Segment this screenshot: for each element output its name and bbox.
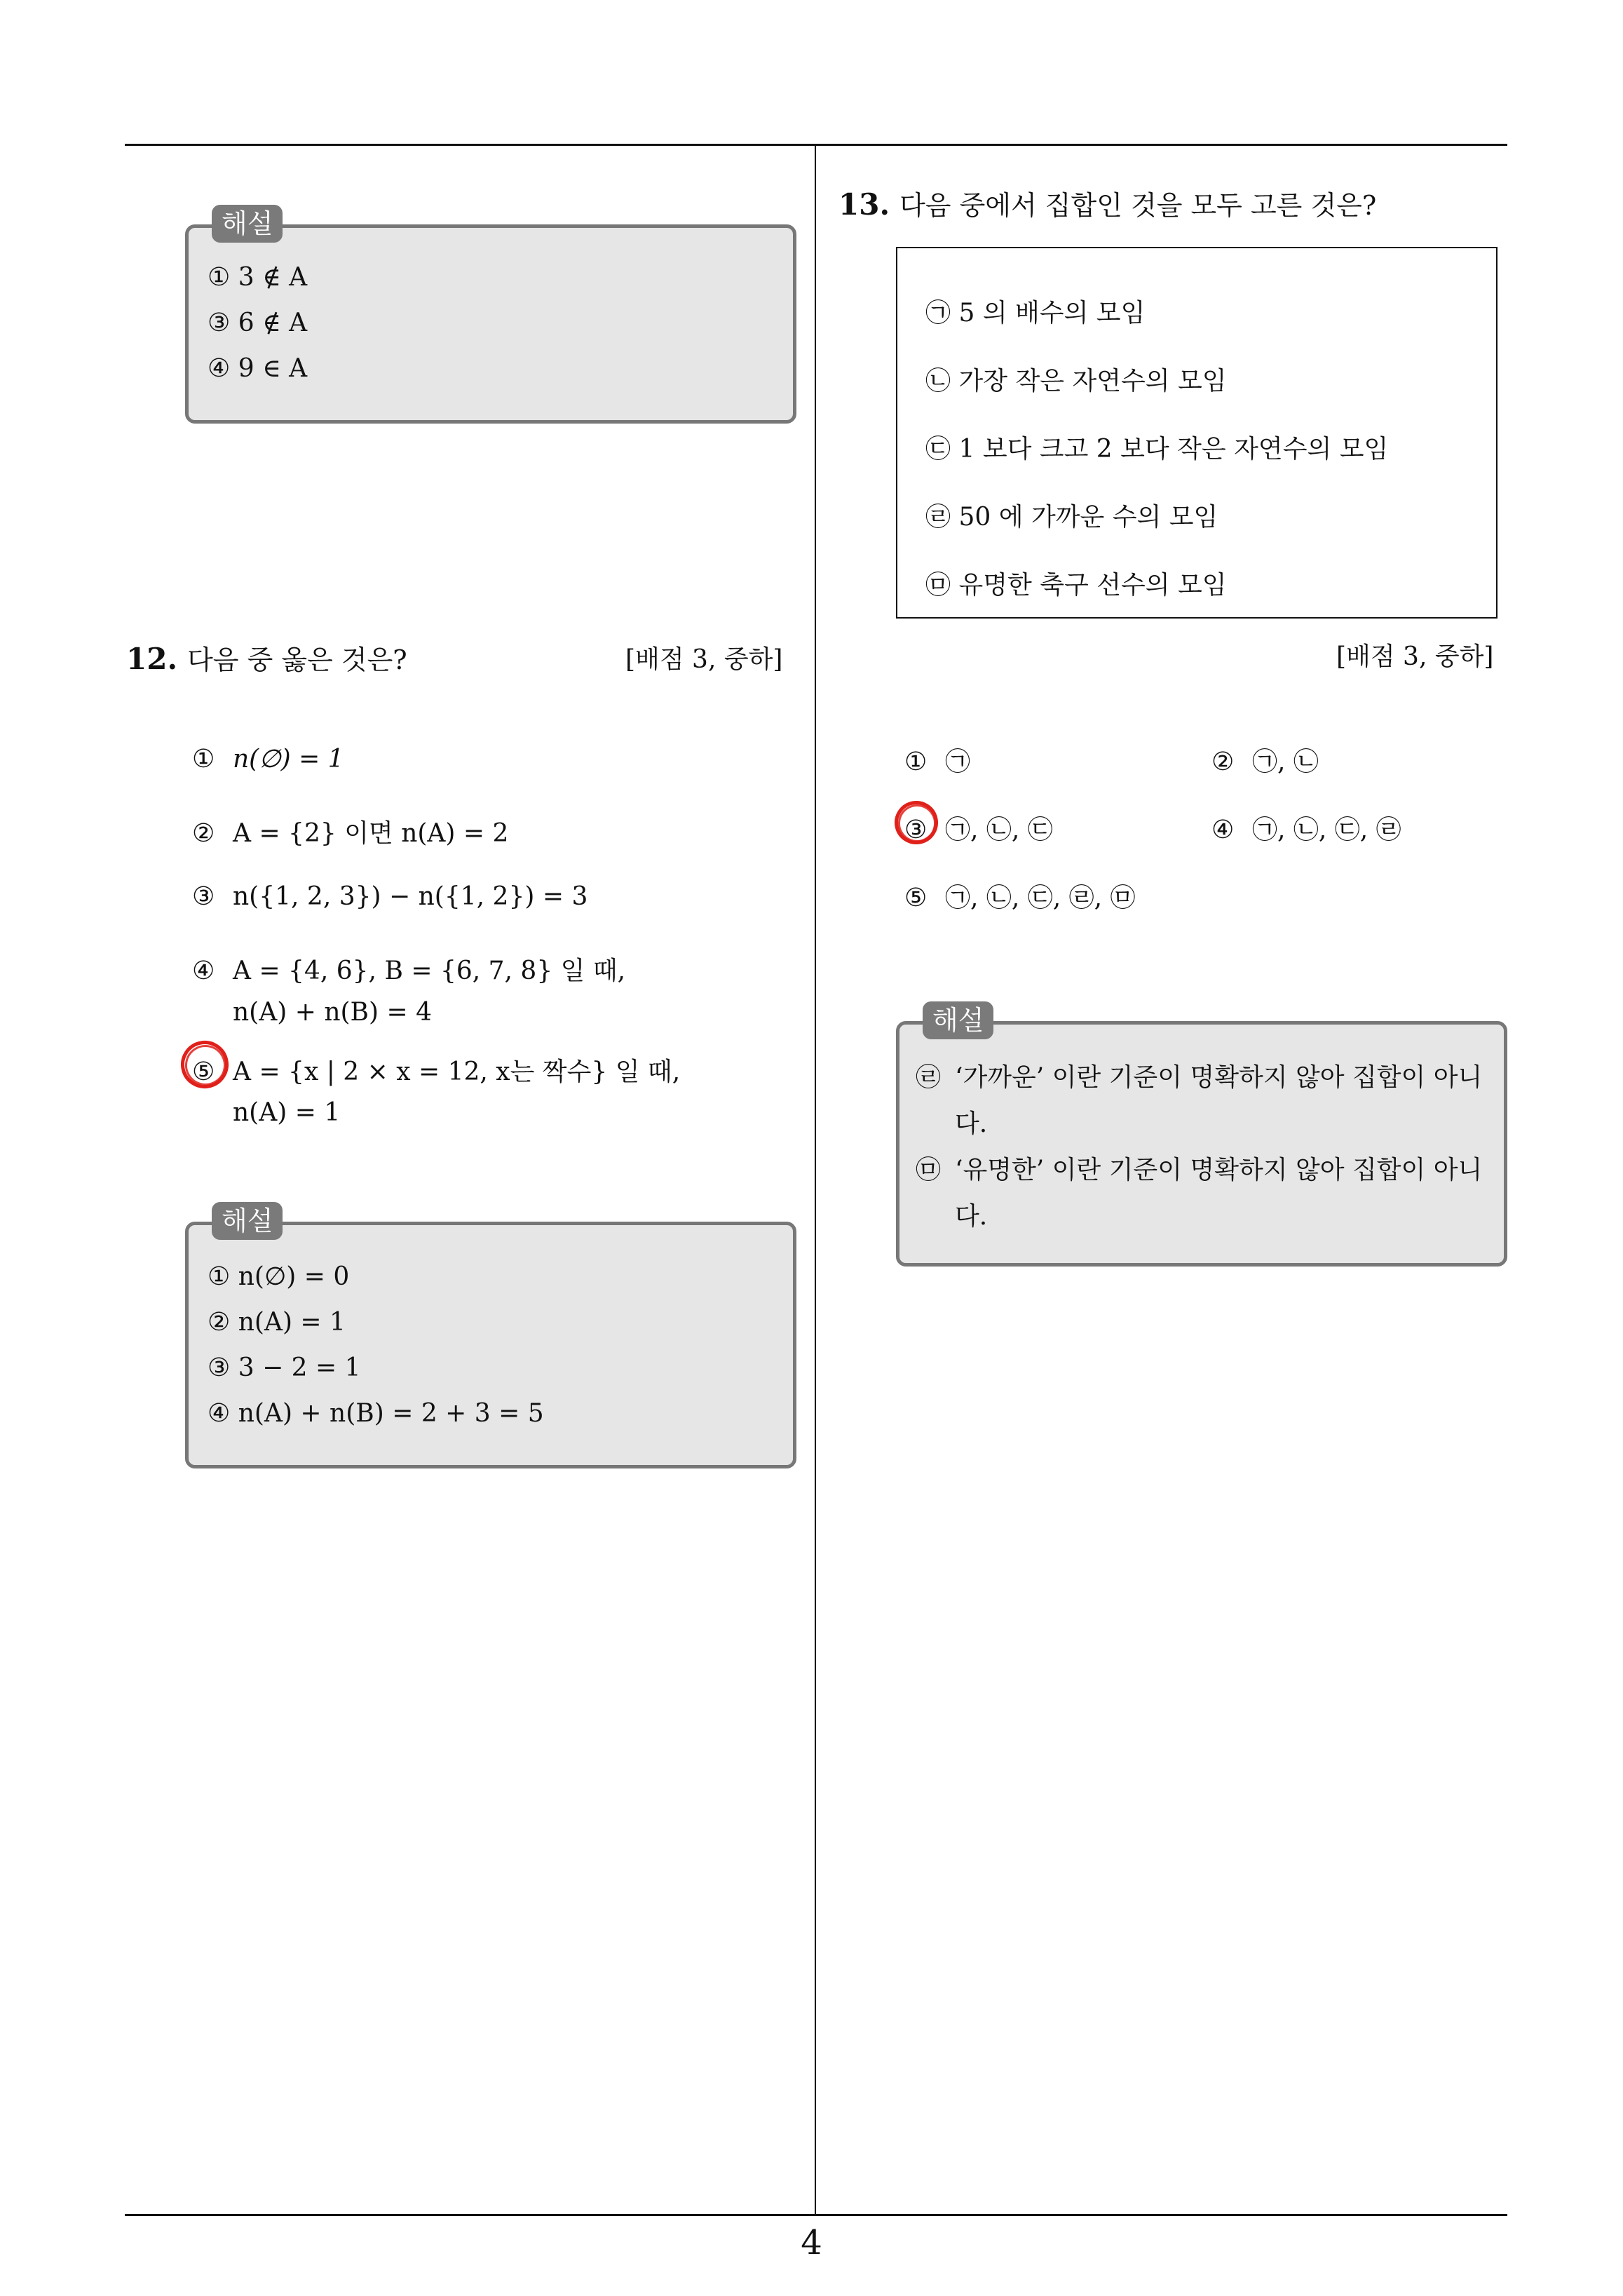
choice-number: ④ (1211, 816, 1235, 844)
condition-label: ㉣ (925, 503, 951, 532)
solution-text: ‘유명한’ 이란 기준이 명확하지 않아 집합이 아니다. (955, 1156, 1483, 1231)
q12-choice-2[interactable] (192, 813, 508, 849)
choice-number: ② (1211, 748, 1235, 776)
solution-prefix: ㉤ (916, 1156, 942, 1184)
column-divider (815, 144, 816, 2214)
condition-label: ㉤ (925, 571, 951, 600)
choice-number: ③ (192, 882, 215, 911)
q13-title (838, 184, 1376, 222)
q13-condition (925, 293, 1145, 329)
q12-solution-box (185, 1222, 796, 1468)
q12-choice-5[interactable] (192, 1052, 680, 1088)
choice-number: ② (192, 819, 215, 848)
q12-choice-4[interactable] (192, 951, 625, 987)
q13-condition (925, 497, 1218, 533)
choice-text: ㉠, ㉡, ㉢, ㉣ (1252, 816, 1401, 844)
condition-label: ㉢ (925, 435, 951, 464)
q11-solution-line: ④ 9 ∈ A (208, 354, 308, 383)
condition-text: 1 보다 크고 2 보다 작은 자연수의 모임 (958, 435, 1389, 464)
q11-solution-line: ① 3 ∉ A (208, 263, 308, 292)
q13-choice-4[interactable] (1211, 810, 1401, 846)
q13-choice-5[interactable] (904, 878, 1136, 914)
choice-text: n({1, 2, 3}) − n({1, 2}) = 3 (233, 882, 588, 911)
q12-choice-1[interactable] (192, 745, 344, 774)
condition-text: 유명한 축구 선수의 모임 (958, 571, 1227, 600)
q12-choice-3[interactable] (192, 882, 588, 911)
condition-label: ㉡ (925, 367, 951, 396)
condition-text: 50 에 가까운 수의 모임 (958, 503, 1218, 532)
choice-number: ① (192, 745, 215, 774)
q12-solution-line: ④ n(A) + n(B) = 2 + 3 = 5 (208, 1399, 544, 1428)
q13-condition (925, 429, 1388, 465)
choice-text: ㉠ (945, 748, 971, 776)
q12-solution-line: ② n(A) = 1 (208, 1308, 346, 1337)
q13-number: 13. (838, 187, 890, 222)
q12-choice-5-continuation: n(A) = 1 (233, 1098, 341, 1127)
q12-points: [배점 3, 중하] (625, 645, 783, 674)
q12-title (126, 638, 407, 677)
solution-text: ‘가까운’ 이란 기준이 명확하지 않아 집합이 아니다. (955, 1063, 1483, 1138)
choice-text: A = {4, 6}, B = {6, 7, 8} 일 때, (233, 957, 626, 985)
q11-solution-tag: 해설 (212, 205, 283, 243)
choice-number: ④ (192, 957, 215, 985)
q13-condition (925, 361, 1227, 397)
choice-text: ㉠, ㉡, ㉢ (945, 816, 1053, 844)
top-rule (125, 144, 1507, 146)
q12-solution-tag: 해설 (212, 1202, 283, 1240)
bottom-rule (125, 2214, 1507, 2216)
q12-solution-line: ① n(∅) = 0 (208, 1262, 350, 1291)
page-number: 4 (801, 2223, 822, 2262)
choice-number: ⑤ (904, 884, 928, 912)
q12-solution-line: ③ 3 − 2 = 1 (208, 1353, 361, 1382)
q13-choice-1[interactable] (904, 742, 970, 778)
choice-number: ① (904, 748, 928, 776)
choice-number: ③ (904, 816, 928, 844)
q12-question-text: 다음 중 옳은 것은? (187, 644, 407, 675)
q11-solution-line: ③ 6 ∉ A (208, 309, 308, 337)
choice-text: ㉠, ㉡, ㉢, ㉣, ㉤ (945, 884, 1136, 912)
q13-solution-line (916, 1055, 1490, 1147)
choice-text: A = {2} 이면 n(A) = 2 (233, 819, 509, 848)
q13-solution-line (916, 1147, 1490, 1240)
q12-choice-4-continuation: n(A) + n(B) = 4 (233, 998, 433, 1027)
q13-question-text: 다음 중에서 집합인 것을 모두 고른 것은? (899, 190, 1377, 221)
choice-text: ㉠, ㉡ (1252, 748, 1319, 776)
condition-text: 5 의 배수의 모임 (958, 299, 1146, 327)
q13-points: [배점 3, 중하] (1336, 642, 1494, 671)
choice-text: A = {x | 2 × x = 12, x는 짝수} 일 때, (233, 1058, 681, 1086)
condition-label: ㉠ (925, 299, 951, 327)
q13-solution-tag: 해설 (923, 1001, 993, 1039)
choice-number: ⑤ (192, 1058, 215, 1086)
q13-condition (925, 565, 1227, 601)
choice-text: n(∅) = 1 (233, 745, 344, 774)
q13-choice-2[interactable] (1211, 742, 1319, 778)
q12-number: 12. (126, 642, 178, 676)
condition-text: 가장 작은 자연수의 모임 (958, 367, 1227, 396)
solution-prefix: ㉣ (916, 1063, 942, 1092)
